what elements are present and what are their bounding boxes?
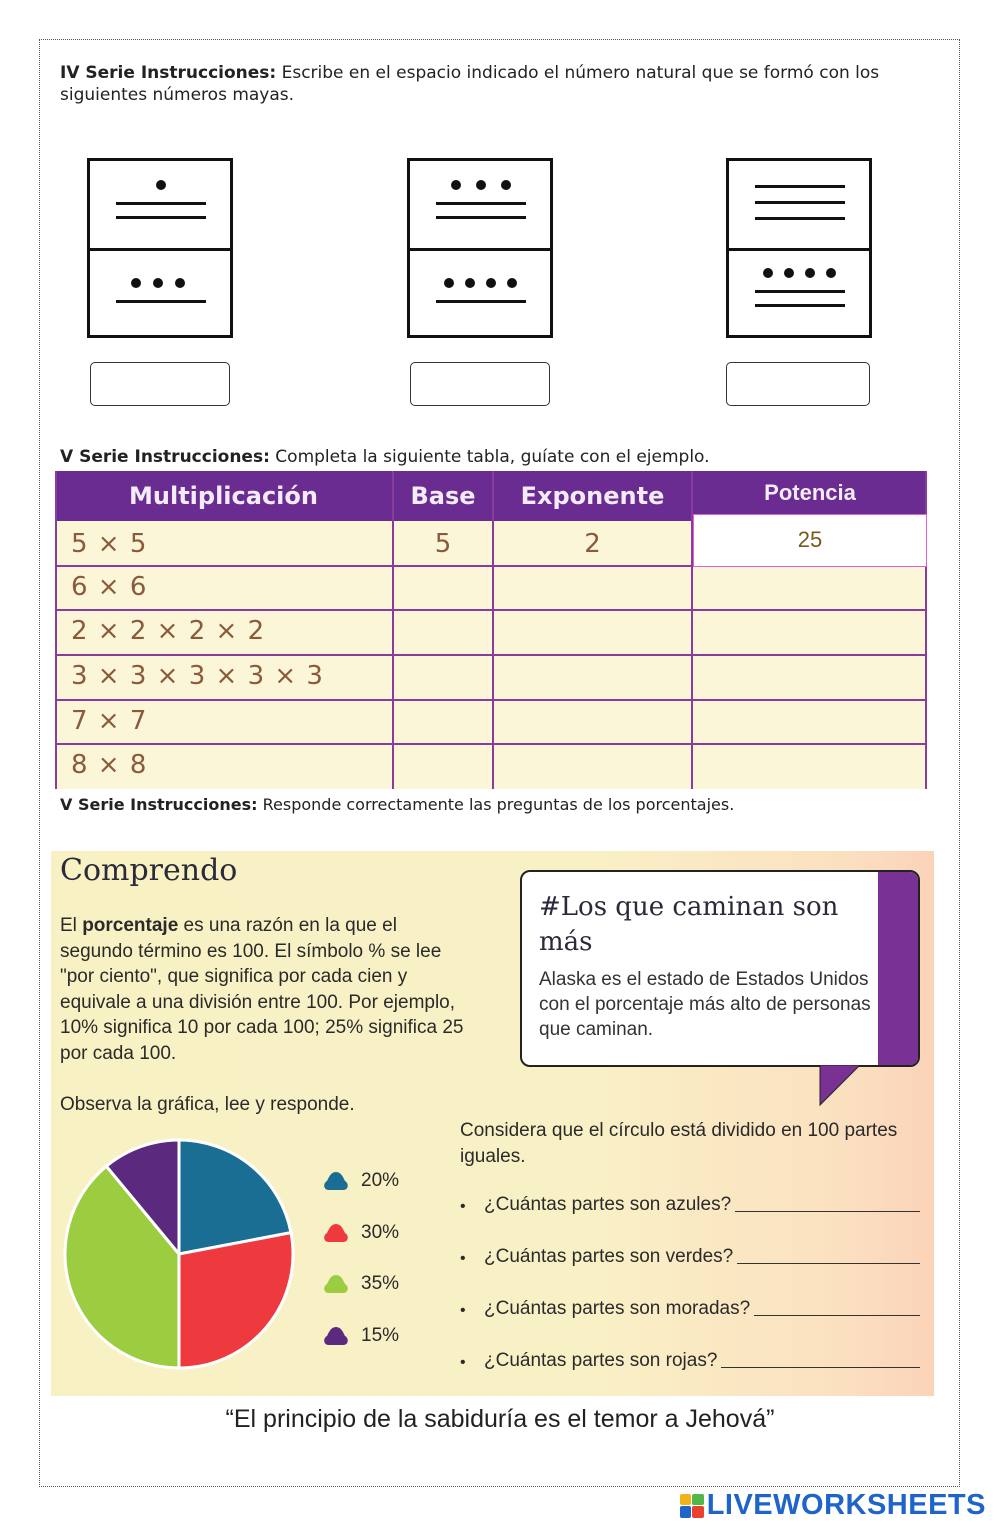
header-exponente: Exponente — [494, 471, 691, 521]
legend-label: 20% — [361, 1170, 400, 1191]
table-divider — [392, 471, 394, 789]
brand-logo — [680, 1489, 986, 1522]
section4-instructions — [60, 62, 945, 106]
paragraph-bold: porcentaje — [82, 915, 179, 936]
comprendo-paragraph — [60, 913, 470, 1066]
answer-line[interactable] — [737, 1263, 920, 1264]
brand-text: LIVEWORKSHEETS — [706, 1489, 986, 1521]
maya-answer-2[interactable] — [410, 362, 550, 406]
table-divider — [492, 471, 494, 789]
paragraph-rest: es una razón en la que el segundo término es 100. El símbolo % se lee "por ciento", que significa por cada cien y equivale a una división entre 100. Por ejemplo, 10% significa 10 por cada 100; 25% significa 25 por cada 100. — [60, 915, 464, 1064]
speech-bubble — [520, 870, 920, 1067]
blob-icon — [321, 1221, 351, 1245]
answer-line[interactable] — [754, 1315, 920, 1316]
question-text: ¿Cuántas partes son rojas? — [484, 1350, 718, 1371]
mult-cell: 6 × 6 — [71, 572, 148, 602]
base-cell: 5 — [434, 529, 452, 559]
bullet-icon: • — [460, 1302, 466, 1319]
bullet-icon: • — [460, 1198, 466, 1215]
maya-number-3 — [726, 158, 872, 338]
section6-label: V Serie Instrucciones: — [60, 795, 258, 814]
maya-number-2 — [407, 158, 553, 338]
comprendo-title: Comprendo — [60, 853, 238, 888]
mult-cell: 3 × 3 × 3 × 3 × 3 — [71, 661, 324, 691]
bubble-tail — [816, 1065, 866, 1107]
answer-line[interactable] — [735, 1211, 920, 1212]
table-divider — [55, 471, 57, 789]
comprendo-panel — [51, 851, 934, 1396]
considera-text: Considera que el círculo está dividido en 100 partes iguales. — [460, 1120, 898, 1167]
section5-label: V Serie Instrucciones: — [60, 447, 270, 467]
bullet-icon: • — [460, 1250, 466, 1267]
table-row — [55, 701, 927, 745]
legend-label: 15% — [361, 1325, 400, 1346]
blob-icon — [321, 1272, 351, 1296]
legend-item — [321, 1169, 399, 1193]
question-item — [460, 1194, 920, 1216]
section4-text: Escribe en el espacio indicado el número natural que se formó con los siguientes números mayas. — [60, 63, 880, 105]
legend-item — [321, 1324, 399, 1348]
quote: “El principio de la sabiduría es el temor a Jehová” — [225, 1405, 775, 1433]
question-text: ¿Cuántas partes son azules? — [484, 1194, 732, 1215]
mult-cell: 7 × 7 — [71, 706, 148, 736]
header-potencia: Potencia — [693, 471, 927, 514]
legend-label: 35% — [361, 1273, 400, 1294]
pie-chart — [61, 1138, 301, 1378]
mult-cell: 2 × 2 × 2 × 2 — [71, 616, 266, 646]
maya-answer-1[interactable] — [90, 362, 230, 406]
exp-cell: 2 — [584, 529, 601, 559]
blob-icon — [321, 1169, 351, 1193]
bubble-text: Alaska es el estado de Estados Unidos con el porcentaje más alto de personas que caminan. — [539, 969, 871, 1040]
section5-text: Completa la siguiente tabla, guíate con el ejemplo. — [269, 447, 710, 467]
paragraph-start: El — [60, 915, 83, 936]
section6-text: Responde correctamente las preguntas de los porcentajes. — [257, 795, 735, 814]
pie-slice-2 — [179, 1233, 293, 1368]
liveworksheets-icon — [680, 1494, 704, 1518]
table-row — [55, 611, 927, 656]
potencia-example-input[interactable]: 25 — [693, 514, 927, 567]
table-row — [55, 745, 927, 789]
question-item — [460, 1246, 920, 1268]
maya-number-1 — [87, 158, 233, 338]
table-row — [55, 656, 927, 701]
maya-answer-3[interactable] — [726, 362, 870, 406]
section6-instructions — [60, 794, 734, 816]
blob-icon — [321, 1324, 351, 1348]
answer-line[interactable] — [721, 1367, 920, 1368]
question-text: ¿Cuántas partes son moradas? — [484, 1298, 751, 1319]
section4-label: IV Serie Instrucciones: — [60, 63, 277, 83]
observa-text: Observa la gráfica, lee y responde. — [60, 1094, 355, 1115]
legend-item — [321, 1272, 399, 1296]
question-text: ¿Cuántas partes son verdes? — [484, 1246, 734, 1267]
power-table — [55, 471, 927, 789]
header-multiplicacion: Multiplicación — [55, 471, 392, 521]
legend-label: 30% — [361, 1222, 400, 1243]
question-item — [460, 1298, 920, 1320]
legend-item — [321, 1221, 399, 1245]
question-item — [460, 1350, 920, 1372]
mult-cell: 8 × 8 — [71, 750, 148, 780]
bubble-title: #Los que caminan son más — [539, 892, 839, 957]
bullet-icon: • — [460, 1354, 466, 1371]
mult-cell: 5 × 5 — [71, 529, 148, 559]
section5-instructions — [60, 446, 710, 468]
header-base: Base — [394, 471, 492, 521]
bubble-accent — [878, 872, 918, 1065]
table-row — [55, 567, 927, 611]
